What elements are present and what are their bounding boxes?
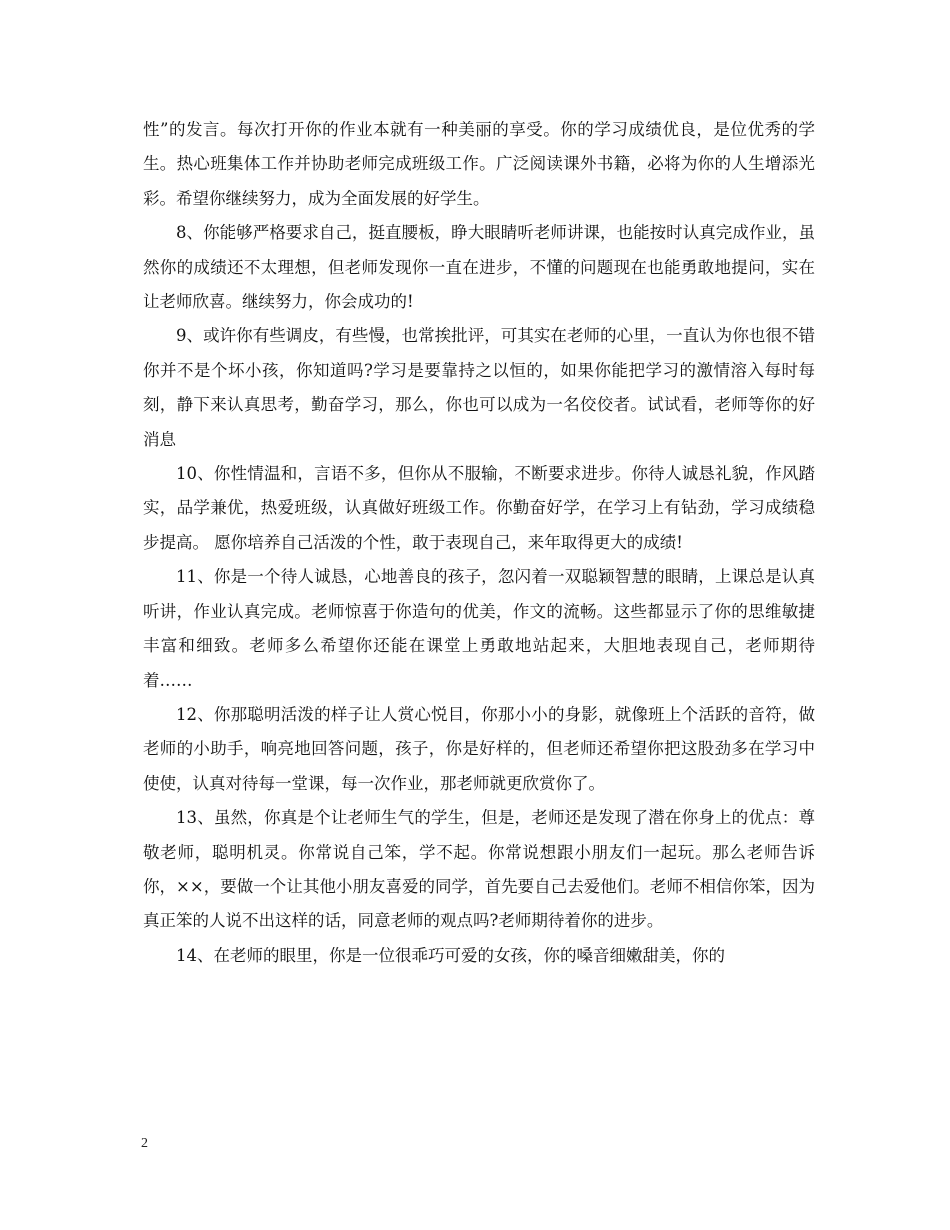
paragraph-comment-10: 10、你性情温和，言语不多，但你从不服输，不断要求进步。你待人诚恳礼貌，作风踏实，品学兼优，热爱班级，认真做好班级工作。你勤奋好学，在学习上有钻劲，学习成绩稳步提高。 愿你培养自己活泼的个性，敢于表现自己，来年取得更大的成绩! — [143, 464, 815, 552]
document-body — [143, 113, 815, 973]
paragraph-comment-11: 11、你是一个待人诚恳，心地善良的孩子，忽闪着一双聪颖智慧的眼睛，上课总是认真听讲，作业认真完成。老师惊喜于你造句的优美，作文的流畅。这些都显示了你的思维敏捷丰富和细致。老师多么希望你还能在课堂上勇敢地站起来，大胆地表现自己，老师期待着…… — [143, 567, 815, 690]
paragraph-comment-14: 14、在老师的眼里，你是一位很乖巧可爱的女孩，你的嗓音细嫩甜美，你的 — [176, 945, 725, 965]
paragraph-comment-12: 12、你那聪明活泼的样子让人赏心悦目，你那小小的身影，就像班上个活跃的音符，做老师的小助手，响亮地回答问题，孩子，你是好样的，但老师还希望你把这股劲多在学习中使使，认真对待每一堂课，每一次作业，那老师就更欣赏你了。 — [143, 704, 815, 793]
paragraph-comment-9: 9、或许你有些调皮，有些慢，也常挨批评，可其实在老师的心里，一直认为你也很不错你并不是个坏小孩，你知道吗?学习是要靠持之以恒的，如果你能把学习的激情溶入每时每刻，静下来认真思考，勤奋学习，那么，你也可以成为一名佼佼者。试试看，老师等你的好消息 — [143, 326, 815, 449]
paragraph-comment-13: 13、虽然，你真是个让老师生气的学生，但是，老师还是发现了潜在你身上的优点：尊敬老师，聪明机灵。你常说自己笨，学不起。你常说想跟小朋友们一起玩。那么老师告诉你，××，要做一个让其他小朋友喜爱的同学，首先要自己去爱他们。老师不相信你笨，因为真正笨的人说不出这样的话，同意老师的观点吗?老师期待着你的进步。 — [143, 808, 815, 931]
paragraph-continued: 性”的发言。每次打开你的作业本就有一种美丽的享受。你的学习成绩优良，是位优秀的学生。热心班集体工作并协助老师完成班级工作。广泛阅读课外书籍，必将为你的人生增添光彩。希望你继续努力，成为全面发展的好学生。 — [143, 120, 815, 208]
paragraph-comment-8: 8、你能够严格要求自己，挺直腰板，睁大眼睛听老师讲课，也能按时认真完成作业，虽然你的成绩还不太理想，但老师发现你一直在进步，不懂的问题现在也能勇敢地提问，实在让老师欣喜。继续努力，你会成功的! — [143, 223, 815, 312]
page-number: 2 — [141, 1136, 148, 1151]
